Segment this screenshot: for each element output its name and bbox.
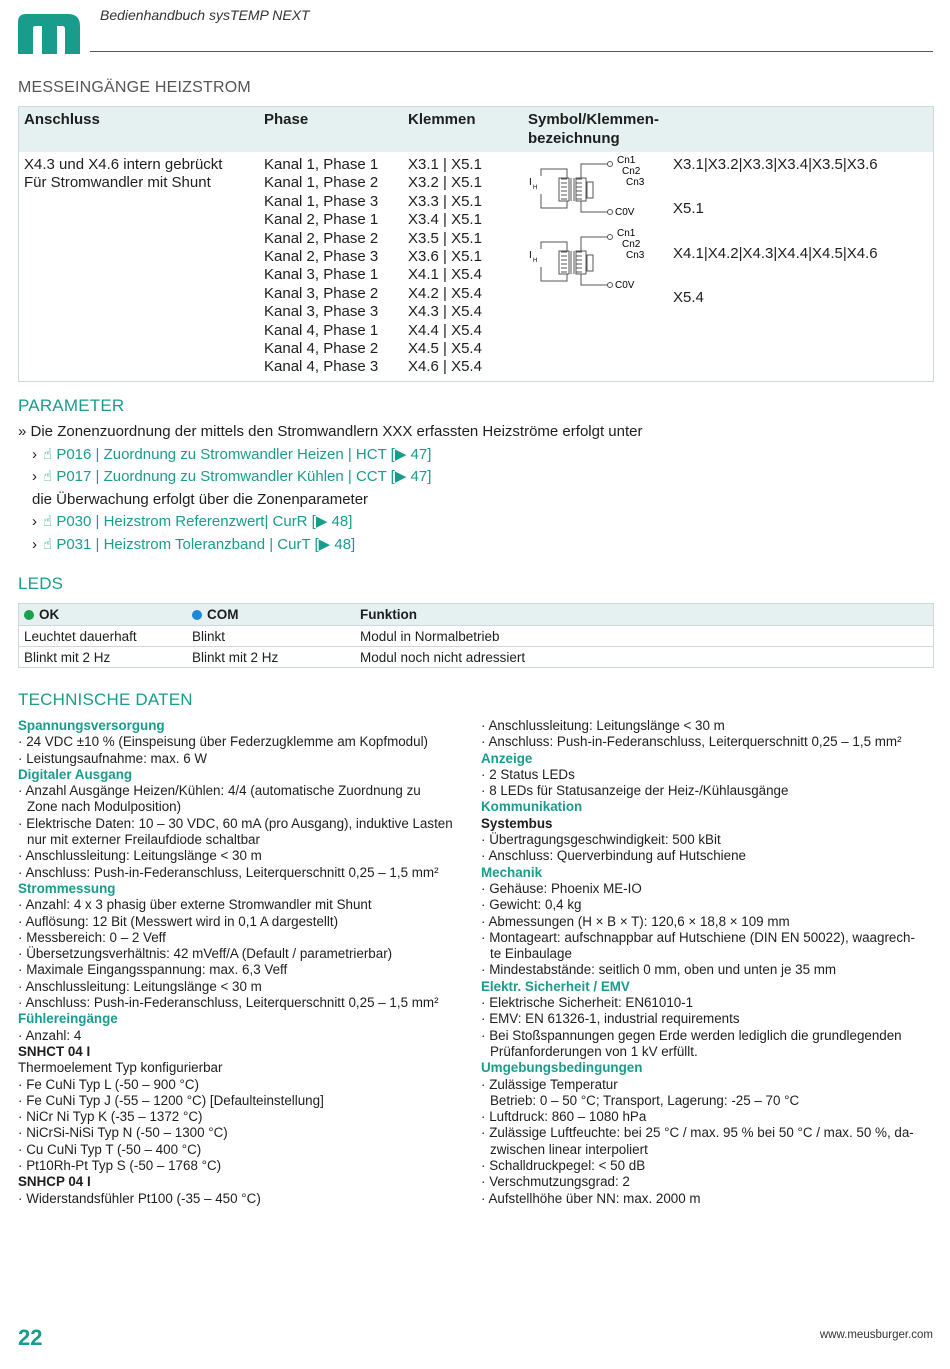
col-empty: [673, 107, 934, 153]
svg-text:H: H: [533, 185, 538, 191]
tech-column-left: [18, 718, 470, 1207]
spec-item-text: Bei Stoßspannungen gegen Erde werden lediglich die grundlegenden: [489, 1027, 902, 1043]
bullet-icon: ·: [18, 1092, 27, 1108]
spec-item-text: Übersetzungsverhältnis: 42 mVeff/A (Default / parametrierbar): [26, 946, 393, 962]
led-function: Modul in Normalbetrieb: [355, 626, 934, 647]
pointer-hand-icon: ☝: [43, 535, 57, 553]
bullet-icon: ·: [481, 1011, 490, 1027]
spec-item-continuation: Prüfanforderungen von 1 kV erfüllt.: [490, 1043, 698, 1059]
ok-led-icon: [24, 610, 34, 620]
spec-item: [18, 897, 470, 913]
col-phase: Phase: [259, 107, 403, 153]
bullet-icon: ·: [18, 946, 27, 962]
spec-item-continuation: Betrieb: 0 – 50 °C; Transport, Lagerung: -25 – 70 °C: [490, 1092, 800, 1108]
spec-item-text: Mindestabstände: seitlich 0 mm, oben und unten je 35 mm: [489, 962, 837, 978]
phase-item: Kanal 4, Phase 2: [264, 340, 379, 358]
parameter-middle-text: die Überwachung erfolgt über die Zonenparameter: [32, 490, 369, 508]
spec-item-text: Leistungsaufnahme: max. 6 W: [26, 750, 208, 766]
intro-marker: »: [18, 423, 27, 440]
meusburger-logo: [18, 14, 80, 54]
svg-text:C0V: C0V: [615, 280, 635, 291]
spec-item: [18, 783, 470, 799]
spec-item-text: Verschmutzungsgrad: 2: [489, 1174, 630, 1190]
section-title-leds: LEDS: [18, 574, 64, 593]
phase-item: Kanal 3, Phase 3: [264, 303, 379, 321]
spec-text: Thermoelement Typ konfigurierbar: [18, 1060, 223, 1076]
spec-item: [18, 1158, 470, 1174]
parameter-block: [18, 421, 642, 556]
svg-text:C0V: C0V: [615, 207, 635, 218]
phase-item: Kanal 2, Phase 2: [264, 229, 379, 247]
svg-text:Cn2: Cn2: [622, 166, 641, 177]
svg-text:I: I: [529, 250, 532, 261]
spec-item: [481, 783, 933, 799]
chevron-right-icon: ›: [32, 513, 37, 530]
spec-item-text: Schalldruckpegel: < 50 dB: [489, 1158, 646, 1174]
spec-item: [481, 1191, 933, 1207]
parameter-intro-text: Die Zonenzuordnung der mittels den Stromwandlern XXX erfassten Heizströme erfolgt unter: [30, 423, 643, 440]
spec-item: [18, 962, 470, 978]
section-title-parameter: PARAMETER: [18, 396, 125, 415]
spec-item: [18, 734, 470, 750]
bullet-icon: ·: [481, 1027, 490, 1043]
spec-item: [481, 881, 933, 897]
bullet-icon: ·: [481, 880, 490, 896]
spec-heading: Digitaler Ausgang: [18, 766, 133, 782]
transformer-symbol-2: [529, 228, 645, 291]
bullet-icon: ·: [481, 995, 490, 1011]
pointer-hand-icon: ☝: [43, 513, 57, 530]
table-row: [19, 647, 934, 668]
spec-item-text: Aufstellhöhe über NN: max. 2000 m: [488, 1190, 701, 1206]
table-row: [19, 626, 934, 647]
klemmen-item: X3.6 | X5.1: [408, 248, 482, 266]
svg-text:H: H: [533, 258, 538, 264]
bullet-icon: ·: [481, 1190, 489, 1206]
spec-item-text: Anschluss: Push-in-Federanschluss, Leiterquerschnitt 0,25 – 1,5 mm²: [488, 734, 902, 750]
spec-item: [18, 1093, 470, 1109]
phase-item: Kanal 2, Phase 1: [264, 211, 379, 229]
spec-item-text: Elektrische Daten: 10 – 30 VDC, 60 mA (pro Ausgang), induktive Lasten: [26, 815, 453, 831]
svg-text:Cn1: Cn1: [617, 155, 636, 166]
svg-text:Cn3: Cn3: [626, 250, 645, 261]
spec-item: [18, 979, 470, 995]
transformer-symbol-1: [529, 155, 645, 218]
spec-item-text: Auflösung: 12 Bit (Messwert wird in 0,1 A dargestellt): [25, 913, 339, 929]
svg-text:I: I: [529, 177, 532, 188]
parameter-link-p017[interactable]: P017 | Zuordnung zu Stromwandler Kühlen | CCT [▶ 47]: [56, 468, 432, 485]
bullet-icon: ·: [18, 995, 26, 1011]
spec-item: [481, 1011, 933, 1027]
spec-item: [18, 1191, 470, 1207]
phase-cell: [259, 152, 403, 381]
bullet-icon: ·: [481, 734, 489, 750]
terminal-group: X3.1|X3.2|X3.3|X3.4|X3.5|X3.6: [673, 156, 878, 173]
spec-item-text: Anzahl: 4: [25, 1027, 82, 1043]
spec-item-text: Anschluss: Push-in-Federanschluss, Leiterquerschnitt 0,25 – 1,5 mm²: [25, 864, 439, 880]
parameter-link-row[interactable]: [18, 444, 642, 467]
parameter-link-row[interactable]: [18, 511, 642, 534]
spec-item-text: Pt10Rh-Pt Typ S (-50 – 1768 °C): [26, 1158, 222, 1174]
spec-item: [18, 1028, 470, 1044]
spec-item: [481, 767, 933, 783]
terminal-common: X5.4: [673, 289, 704, 307]
col-com: COM: [187, 604, 355, 626]
spec-item: [481, 897, 933, 913]
spec-item: [18, 914, 470, 930]
spec-item: [18, 1125, 470, 1141]
spec-item: [18, 848, 470, 864]
klemmen-item: X4.6 | X5.4: [408, 358, 482, 376]
spec-item-text: Anzahl: 4 x 3 phasig über externe Stromwandler mit Shunt: [25, 897, 372, 913]
bullet-icon: ·: [481, 1125, 490, 1141]
klemmen-cell: [403, 152, 523, 381]
klemmen-item: X3.1 | X5.1: [408, 156, 482, 173]
led-ok-state: Blinkt mit 2 Hz: [19, 647, 188, 668]
section-title-technische-daten: TECHNISCHE DATEN: [18, 690, 193, 709]
svg-text:Cn1: Cn1: [617, 228, 636, 239]
spec-item: [481, 1174, 933, 1190]
phase-item: Kanal 1, Phase 1: [264, 156, 379, 173]
spec-item-text: Luftdruck: 860 – 1080 hPa: [489, 1109, 647, 1125]
bullet-icon: ·: [18, 1109, 27, 1125]
klemmen-item: X4.2 | X5.4: [408, 284, 482, 302]
spec-item: [18, 946, 470, 962]
spec-item-continuation: nur mit externer Freilaufdiode schaltbar: [27, 832, 260, 848]
spec-item: [481, 832, 933, 848]
spec-item: [481, 848, 933, 864]
document-title: Bedienhandbuch sysTEMP NEXT: [100, 7, 310, 23]
spec-item: [481, 718, 933, 734]
spec-item-text: Cu CuNi Typ T (-50 – 400 °C): [26, 1141, 202, 1157]
parameter-link-row[interactable]: [18, 466, 642, 489]
terminal-group: X4.1|X4.2|X4.3|X4.4|X4.5|X4.6: [673, 244, 878, 262]
bullet-icon: ·: [481, 783, 490, 799]
spec-item: [481, 734, 933, 750]
spec-heading: Umgebungsbedingungen: [481, 1060, 643, 1076]
phase-item: Kanal 4, Phase 1: [264, 321, 379, 339]
spec-item: [18, 930, 470, 946]
spec-item-text: Zulässige Luftfeuchte: bei 25 °C / max. 95 % bei 50 °C / max. 50 %, da-: [489, 1125, 914, 1141]
section-title-messeingaenge: MESSEINGÄNGE HEIZSTROM: [18, 79, 251, 96]
col-anschluss: Anschluss: [19, 107, 260, 153]
spec-item-text: Abmessungen (H × B × T): 120,6 × 18,8 × 109 mm: [488, 913, 790, 929]
pointer-hand-icon: ☝: [43, 468, 57, 485]
klemmen-item: X3.5 | X5.1: [408, 229, 482, 247]
bullet-icon: ·: [481, 1158, 490, 1174]
spec-item: [18, 751, 470, 767]
spec-item: [18, 1142, 470, 1158]
spec-item-text: Fe CuNi Typ L (-50 – 900 °C): [26, 1076, 199, 1092]
bullet-icon: ·: [18, 1158, 27, 1174]
spec-item: [481, 1125, 933, 1141]
spec-heading: Anzeige: [481, 750, 533, 766]
bullet-icon: ·: [481, 929, 490, 945]
bullet-icon: ·: [18, 1076, 27, 1092]
bullet-icon: ·: [18, 897, 26, 913]
bullet-icon: ·: [18, 1141, 27, 1157]
spec-item-text: 2 Status LEDs: [489, 766, 575, 782]
col-funktion: Funktion: [355, 604, 934, 626]
spec-item: [481, 1158, 933, 1174]
spec-item-text: Elektrische Sicherheit: EN61010-1: [489, 995, 694, 1011]
bullet-icon: ·: [18, 913, 26, 929]
bullet-icon: ·: [18, 1190, 27, 1206]
chevron-right-icon: ›: [32, 468, 37, 485]
spec-item: [18, 1077, 470, 1093]
spec-subheading: Systembus: [481, 815, 553, 831]
spec-heading: Fühlereingänge: [18, 1011, 118, 1027]
spec-item-continuation: Zone nach Modulposition): [27, 799, 182, 815]
spec-item-text: 8 LEDs für Statusanzeige der Heiz-/Kühlausgänge: [489, 783, 789, 799]
phase-item: Kanal 3, Phase 2: [264, 284, 379, 302]
phase-item: Kanal 4, Phase 3: [264, 358, 379, 376]
footer-url: www.meusburger.com: [819, 1329, 933, 1341]
spec-subheading: SNHCT 04 I: [18, 1043, 91, 1059]
spec-item-text: NiCrSi-NiSi Typ N (-50 – 1300 °C): [26, 1125, 228, 1141]
bullet-icon: ·: [18, 929, 27, 945]
svg-text:Cn3: Cn3: [626, 177, 645, 188]
bullet-icon: ·: [18, 783, 26, 799]
chevron-right-icon: ›: [32, 445, 37, 463]
spec-heading: Spannungsversorgung: [18, 718, 165, 733]
led-ok-state: Leuchtet dauerhaft: [19, 626, 188, 647]
bullet-icon: ·: [18, 962, 27, 978]
spec-item-continuation: zwischen linear interpoliert: [490, 1141, 648, 1157]
spec-heading: Mechanik: [481, 864, 543, 880]
bullet-icon: ·: [18, 734, 27, 750]
spec-item-text: Gehäuse: Phoenix ME-IO: [489, 880, 642, 896]
klemmen-item: X4.5 | X5.4: [408, 340, 482, 358]
anschluss-line: Für Stromwandler mit Shunt: [24, 174, 211, 192]
spec-item-text: Widerstandsfühler Pt100 (-35 – 450 °C): [26, 1190, 261, 1206]
parameter-link-p031[interactable]: P031 | Heizstrom Toleranzband | CurT [▶ 48]: [56, 535, 356, 553]
spec-item-text: NiCr Ni Typ K (-35 – 1372 °C): [26, 1109, 203, 1125]
col-klemmen: Klemmen: [403, 107, 523, 153]
spec-item-text: 24 VDC ±10 % (Einspeisung über Federzugklemme am Kopfmodul): [26, 734, 429, 750]
phase-item: Kanal 2, Phase 3: [264, 248, 379, 266]
spec-item-text: Fe CuNi Typ J (-55 – 1200 °C) [Defaulteinstellung]: [26, 1092, 324, 1108]
anschluss-line: X4.3 und X4.6 intern gebrückt: [24, 156, 223, 173]
spec-item: [481, 1109, 933, 1125]
spec-heading: Strommessung: [18, 880, 116, 896]
col-ok: OK: [19, 604, 188, 626]
phase-item: Kanal 3, Phase 1: [264, 266, 379, 284]
svg-text:Cn2: Cn2: [622, 239, 641, 250]
anschluss-cell: [19, 152, 260, 381]
bullet-icon: ·: [481, 897, 490, 913]
klemmen-item: X4.3 | X5.4: [408, 303, 482, 321]
klemmen-item: X4.4 | X5.4: [408, 321, 482, 339]
bullet-icon: ·: [481, 1076, 490, 1092]
spec-item-text: Anschlussleitung: Leitungslänge < 30 m: [25, 848, 262, 864]
messeingaenge-table: [18, 106, 934, 382]
spec-item-text: Anzahl Ausgänge Heizen/Kühlen: 4/4 (automatische Zuordnung zu: [25, 783, 421, 799]
bullet-icon: ·: [18, 978, 26, 994]
terminal-common: X5.1: [673, 200, 704, 218]
led-com-state: Blinkt mit 2 Hz: [187, 647, 355, 668]
parameter-link-p030[interactable]: P030 | Heizstrom Referenzwert| CurR [▶ 48]: [56, 513, 353, 530]
spec-item: [481, 1028, 933, 1044]
spec-item-text: Anschlussleitung: Leitungslänge < 30 m: [25, 978, 262, 994]
led-function: Modul noch nicht adressiert: [355, 647, 934, 668]
spec-heading: Elektr. Sicherheit / EMV: [481, 978, 630, 994]
bullet-icon: ·: [481, 913, 489, 929]
parameter-intro: [18, 421, 642, 444]
spec-item-text: Messbereich: 0 – 2 Veff: [26, 929, 166, 945]
spec-item-text: Anschluss: Push-in-Federanschluss, Leiterquerschnitt 0,25 – 1,5 mm²: [25, 995, 439, 1011]
spec-item-text: Anschluss: Querverbindung auf Hutschiene: [488, 848, 747, 864]
klemmen-item: X3.3 | X5.1: [408, 192, 482, 210]
terminal-cell: [673, 152, 934, 381]
bullet-icon: ·: [18, 1027, 26, 1043]
spec-item: [18, 865, 470, 881]
tech-column-right: [481, 718, 933, 1207]
phase-item: Kanal 1, Phase 3: [264, 192, 379, 210]
spec-item-text: Zulässige Temperatur: [489, 1076, 618, 1092]
leds-table: [18, 603, 934, 668]
chevron-right-icon: ›: [32, 535, 37, 553]
pointer-hand-icon: ☝: [43, 445, 57, 463]
spec-item: [18, 995, 470, 1011]
bullet-icon: ·: [18, 864, 26, 880]
spec-subheading: SNHCP 04 I: [18, 1174, 91, 1190]
spec-item-text: Gewicht: 0,4 kg: [489, 897, 582, 913]
spec-item: [481, 914, 933, 930]
spec-heading: Kommunikation: [481, 799, 583, 815]
spec-item-text: Übertragungsgeschwindigkeit: 500 kBit: [489, 832, 721, 848]
spec-item-text: Maximale Eingangsspannung: max. 6,3 Veff: [26, 962, 288, 978]
spec-item-continuation: te Einbaulage: [490, 946, 572, 962]
bullet-icon: ·: [18, 750, 27, 766]
bullet-icon: ·: [18, 1125, 27, 1141]
bullet-icon: ·: [481, 766, 490, 782]
phase-item: Kanal 1, Phase 2: [264, 174, 379, 192]
spec-item: [481, 1077, 933, 1093]
col-symbol: Symbol/Klemmen- bezeichnung: [523, 107, 673, 153]
parameter-link-p016[interactable]: P016 | Zuordnung zu Stromwandler Heizen | HCT [▶ 47]: [56, 445, 432, 463]
com-led-icon: [192, 610, 202, 620]
led-com-state: Blinkt: [187, 626, 355, 647]
bullet-icon: ·: [481, 718, 489, 733]
page-number: 22: [18, 1325, 43, 1350]
spec-item: [481, 930, 933, 946]
bullet-icon: ·: [481, 1174, 490, 1190]
klemmen-item: X4.1 | X5.4: [408, 266, 482, 284]
bullet-icon: ·: [481, 832, 490, 848]
symbol-cell: [523, 152, 673, 381]
klemmen-item: X3.4 | X5.1: [408, 211, 482, 229]
current-transformer-diagram: [523, 154, 673, 314]
spec-item-text: Anschlussleitung: Leitungslänge < 30 m: [488, 718, 725, 733]
klemmen-item: X3.2 | X5.1: [408, 174, 482, 192]
header-rule: [90, 51, 933, 52]
spec-item: [18, 1109, 470, 1125]
bullet-icon: ·: [481, 848, 489, 864]
bullet-icon: ·: [481, 1109, 490, 1125]
spec-item: [18, 816, 470, 832]
bullet-icon: ·: [18, 815, 27, 831]
bullet-icon: ·: [18, 848, 26, 864]
spec-item: [481, 962, 933, 978]
spec-item: [481, 995, 933, 1011]
spec-item-text: EMV: EN 61326-1, industrial requirements: [489, 1011, 740, 1027]
bullet-icon: ·: [481, 962, 490, 978]
spec-item-text: Montageart: aufschnappbar auf Hutschiene (DIN EN 50022), waagrech-: [489, 929, 915, 945]
parameter-link-row[interactable]: [18, 534, 642, 557]
